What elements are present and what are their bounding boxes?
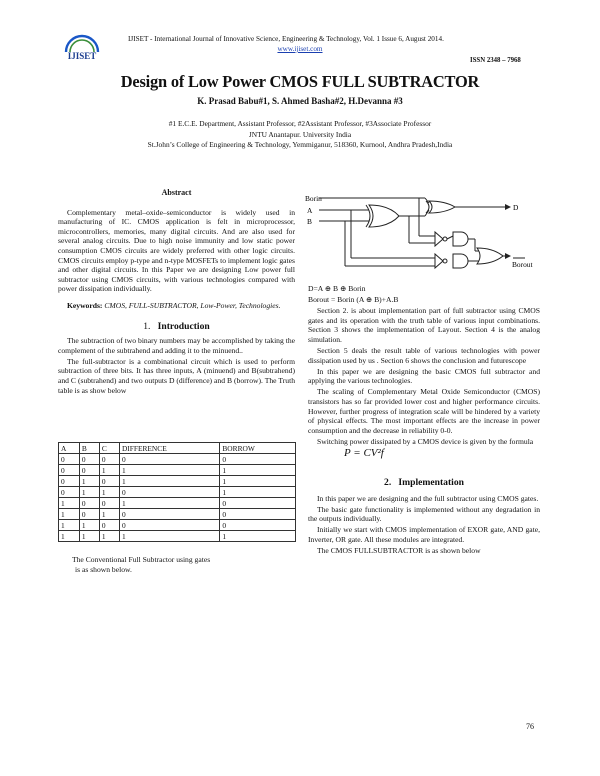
body-paragraph: The scaling of Complementary Metal Oxide Semiconductor (CMOS) transistors has so far provided lower cost and higher performance circuits. However, further progress of integration scale will be hindered by a variety of physical effects. The most important effects are the increase in power consumption and the decrease in reliability 0-0. (308, 387, 540, 435)
table-cell: 1 (79, 531, 99, 542)
table-row (59, 531, 296, 542)
table-cell: 0 (99, 454, 119, 465)
body-paragraph: In this paper we are designing and the full subtractor using CMOS gates. (317, 493, 539, 503)
table-cell: 1 (220, 487, 296, 498)
table-cell: 0 (119, 487, 219, 498)
table-cell: 0 (59, 465, 80, 476)
affiliation-line: JNTU Anantapur. University India (248, 130, 352, 139)
table-cell: 0 (220, 520, 296, 531)
body-paragraph: Section 5 deals the result table of various technologies with power dissipation used by us . Section 6 shows the conclusion and futurescope (308, 346, 540, 365)
table-cell: 0 (59, 454, 80, 465)
body-paragraph: The basic gate functionality is implemented without any degradation in the outputs individually. (308, 504, 540, 524)
affiliation-line: #1 E.C.E. Department, Assistant Professor, #2Assistant Professor, #3Associate Professor (168, 119, 432, 128)
journal-url-link[interactable]: www.ijiset.com (277, 45, 323, 53)
right-column (308, 284, 540, 557)
circuit-label-b: B (307, 217, 312, 226)
table-row (59, 498, 296, 509)
circuit-label-d: D (513, 203, 519, 212)
table-header-cell: B (79, 443, 99, 454)
paper-title: Design of Low Power CMOS FULL SUBTRACTOR (120, 72, 480, 91)
table-cell: 0 (220, 498, 296, 509)
table-cell: 0 (79, 465, 99, 476)
table-cell: 0 (119, 520, 219, 531)
table-cell: 1 (119, 531, 219, 542)
table-cell: 1 (99, 531, 119, 542)
body-paragraph: In this paper we are designing the basic CMOS full subtractor and applying the various technologies. (308, 366, 540, 386)
caption-line: The Conventional Full Subtractor using gates (72, 555, 211, 564)
table-cell: 1 (220, 531, 296, 542)
table-header-cell: DIFFERENCE (119, 443, 219, 454)
body-paragraph: Initially we start with CMOS implementation of EXOR gate, AND gate, Inverter, OR gate. All these modules are integrated. (308, 525, 540, 545)
power-formula: P = CV²f (344, 446, 384, 459)
table-cell: 0 (99, 520, 119, 531)
logo-text: IJISET (67, 51, 97, 61)
section-number: 2. (384, 477, 392, 489)
keywords-label: Keywords: (67, 301, 103, 311)
caption-line: is as shown below. (75, 564, 132, 574)
table-cell: 0 (220, 509, 296, 520)
table-row (59, 487, 296, 498)
keywords (58, 301, 295, 311)
circuit-label-a: A (307, 206, 313, 215)
table-cell: 0 (119, 509, 219, 520)
affiliation-line: St.John’s College of Engineering & Technology, Yemmiganur, 518360, Kurnool, Andhra Pradesh,India (147, 140, 453, 149)
table-cell: 1 (79, 487, 99, 498)
truth-table (58, 442, 296, 542)
section-heading-implementation (308, 478, 540, 488)
table-cell: 1 (99, 487, 119, 498)
table-cell: 1 (220, 465, 296, 476)
table-header-row (59, 443, 296, 454)
left-column (58, 188, 295, 397)
table-header-cell: C (99, 443, 119, 454)
table-header-cell: BORROW (220, 443, 296, 454)
table-cell: 0 (99, 498, 119, 509)
author-list: K. Prasad Babu#1, S. Ahmed Basha#2, H.Devanna #3 (197, 96, 403, 106)
body-paragraph: The CMOS FULLSUBTRACTOR is as shown below (317, 546, 481, 556)
table-cell: 1 (220, 476, 296, 487)
table-cell: 1 (99, 509, 119, 520)
table-cell: 1 (119, 465, 219, 476)
table-row (59, 465, 296, 476)
table-cell: 1 (59, 509, 80, 520)
section-title: Introduction (157, 320, 210, 332)
table-cell: 1 (79, 476, 99, 487)
section-number: 1. (143, 320, 151, 332)
abstract-text: Complementary metal–oxide–semiconductor is widely used in manufacturing of IC. CMOS application is felt in microprocessor, microcontrollers, memories, many digital circuits. And are also used for several analog circuits. Due to high noise immunity and low static power consumption CMOS circuits are widely preferred with other logic circuits. CMOS circuits employ p-type and n-type MOSFETs to implement logic gates and other digital circuits. In this Paper we are designing Low power full subtractor using CMOS circuits, with various technologies compared with power dissipation individually. (58, 207, 295, 294)
body-paragraph: Switching power dissipated by a CMOS device is given by the formula (317, 436, 534, 446)
section-heading-introduction (58, 322, 295, 332)
table-cell: 1 (119, 476, 219, 487)
table-cell: 0 (79, 454, 99, 465)
table-cell: 1 (59, 498, 80, 509)
journal-header: IJISET - International Journal of Innovative Science, Engineering & Technology, Vol. 1 Issue 6, August 2014. (128, 35, 444, 43)
page-number: 76 (526, 722, 534, 731)
section-title: Implementation (398, 477, 464, 489)
intro-paragraph: The subtraction of two binary numbers may be accomplished by taking the complement of the subtrahend and adding it to the minuend.. (58, 336, 295, 355)
issn-label: ISSN 2348 – 7968 (470, 57, 521, 64)
table-row (59, 454, 296, 465)
table-cell: 0 (79, 509, 99, 520)
abstract-heading: Abstract (161, 188, 192, 197)
table-row (59, 509, 296, 520)
borrow-equation: Borout = Borin (A ⊕ B)+A.B (308, 295, 399, 305)
intro-paragraph: The full-subtractor is a combinational circuit which is used to perform subtraction of three bits. It has three inputs, A (minuend) and B(subtrahend) and C (subtrahend) and two outputs D (difference) and B (borrow). The Truth table is as show below (58, 356, 295, 395)
difference-equation: D=A ⊕ B ⊕ Borin (308, 284, 366, 293)
table-cell: 0 (99, 476, 119, 487)
full-subtractor-circuit (305, 188, 535, 276)
table-cell: 1 (59, 531, 80, 542)
table-row (59, 476, 296, 487)
table-cell: 0 (59, 476, 80, 487)
table-cell: 1 (59, 520, 80, 531)
circuit-label-borin: Borin (305, 194, 322, 203)
table-cell: 0 (59, 487, 80, 498)
table-header-cell: A (59, 443, 80, 454)
table-cell: 1 (119, 498, 219, 509)
body-paragraph: Section 2. is about implementation part of full subtractor using CMOS gates and its operation with the truth table of various input combinations. Section 3 shows the implementation of Layout. Section 4 is the analog simulation. (308, 306, 540, 344)
table-row (59, 520, 296, 531)
keywords-text: CMOS, FULL-SUBTRACTOR, Low-Power, Technologies. (104, 301, 281, 311)
table-cell: 0 (220, 454, 296, 465)
table-cell: 0 (79, 498, 99, 509)
table-cell: 1 (99, 465, 119, 476)
table-cell: 0 (119, 454, 219, 465)
table-cell: 1 (79, 520, 99, 531)
circuit-label-borout: Borout (512, 260, 533, 269)
figure-caption (72, 555, 302, 574)
